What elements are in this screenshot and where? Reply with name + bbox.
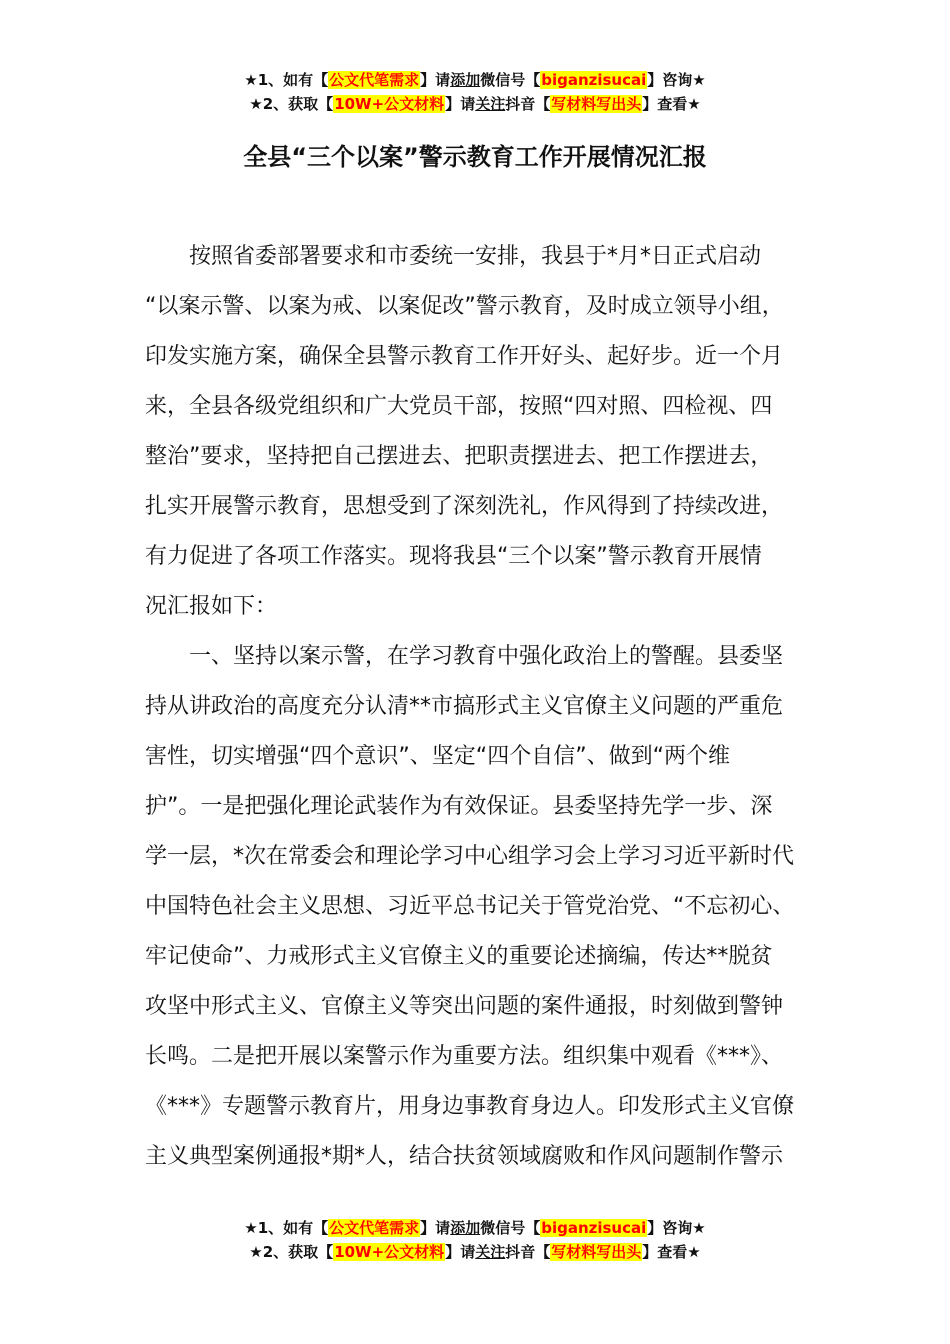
promo-highlight: 写材料写出头 (551, 95, 642, 113)
footer-promo-line-1 (0, 1216, 950, 1240)
body-line: 况汇报如下： (145, 594, 278, 619)
body-line: 牢记使命”、力戒形式主义官僚主义的重要论述摘编，传达**脱贫 (145, 944, 773, 969)
body-line: 学一层，*次在常委会和理论学习中心组学习会上学习习近平新时代 (145, 844, 795, 869)
promo-text: 】请 (445, 95, 476, 113)
promo-underlined: 添加 (450, 1219, 481, 1237)
promo-text: 】请 (445, 1243, 476, 1261)
promo-text: 】请 (420, 71, 451, 89)
header-promo-line-1 (0, 68, 950, 92)
body-line: 主义典型案例通报*期*人，结合扶贫领域腐败和作风问题制作警示 (145, 1144, 784, 1169)
body-line: 扎实开展警示教育，思想受到了深刻洗礼，作风得到了持续改进， (145, 494, 784, 519)
body-line: 来，全县各级党组织和广大党员干部，按照“四对照、四检视、四 (145, 394, 773, 419)
promo-text: 】查看★ (642, 1243, 701, 1261)
body-line: 一、坚持以案示警，在学习教育中强化政治上的警醒。县委坚 (189, 644, 784, 669)
promo-text: 抖音【 (505, 1243, 551, 1261)
promo-highlight: 公文代笔需求 (329, 1219, 420, 1237)
promo-underlined: 关注 (475, 95, 506, 113)
body-line: 整治”要求，坚持把自己摆进去、把职责摆进去、把工作摆进去， (145, 444, 773, 469)
promo-text: 】咨询★ (647, 71, 706, 89)
body-line: 印发实施方案，确保全县警示教育工作开好头、起好步。近一个月 (145, 344, 784, 369)
body-line: 持从讲政治的高度充分认清**市搞形式主义官僚主义问题的严重危 (145, 694, 784, 719)
footer-promo (0, 1216, 950, 1264)
promo-highlight: 公文代笔需求 (329, 71, 420, 89)
header-promo-line-2 (0, 92, 950, 116)
promo-text: 】查看★ (642, 95, 701, 113)
promo-highlight: biganzisucai (541, 71, 647, 89)
promo-underlined: 关注 (475, 1243, 506, 1261)
promo-underlined: 添加 (450, 71, 481, 89)
promo-text: 微信号【 (480, 71, 541, 89)
promo-highlight: 写材料写出头 (551, 1243, 642, 1261)
document-body (145, 232, 835, 1182)
body-line: 按照省委部署要求和市委统一安排，我县于*月*日正式启动 (189, 244, 762, 269)
promo-text: 抖音【 (505, 95, 551, 113)
header-promo (0, 68, 950, 116)
body-line: “以案示警、以案为戒、以案促改”警示教育，及时成立领导小组， (145, 294, 784, 319)
promo-text: ★2、获取【 (249, 95, 334, 113)
document-title: 全县“三个以案”警示教育工作开展情况汇报 (243, 143, 707, 171)
promo-text: ★1、如有【 (244, 1219, 329, 1237)
body-line: 护”。一是把强化理论武装作为有效保证。县委坚持先学一步、深 (145, 794, 773, 819)
body-line: 有力促进了各项工作落实。现将我县“三个以案”警示教育开展情 (145, 544, 762, 569)
promo-highlight: 10W+公文材料 (334, 95, 445, 113)
body-line: 长鸣。二是把开展以案警示作为重要方法。组织集中观看《***》、 (145, 1044, 784, 1069)
body-line: 害性，切实增强“四个意识”、坚定“四个自信”、做到“两个维 (145, 744, 730, 769)
body-line: 攻坚中形式主义、官僚主义等突出问题的案件通报，时刻做到警钟 (145, 994, 784, 1019)
promo-text: ★1、如有【 (244, 71, 329, 89)
promo-highlight: 10W+公文材料 (334, 1243, 445, 1261)
promo-text: 】请 (420, 1219, 451, 1237)
body-line: 中国特色社会主义思想、习近平总书记关于管党治党、“不忘初心、 (145, 894, 795, 919)
promo-text: 】咨询★ (647, 1219, 706, 1237)
promo-text: ★2、获取【 (249, 1243, 334, 1261)
promo-highlight: biganzisucai (541, 1219, 647, 1237)
promo-text: 微信号【 (480, 1219, 541, 1237)
body-line: 《***》专题警示教育片，用身边事教育身边人。印发形式主义官僚 (145, 1094, 795, 1119)
footer-promo-line-2 (0, 1240, 950, 1264)
